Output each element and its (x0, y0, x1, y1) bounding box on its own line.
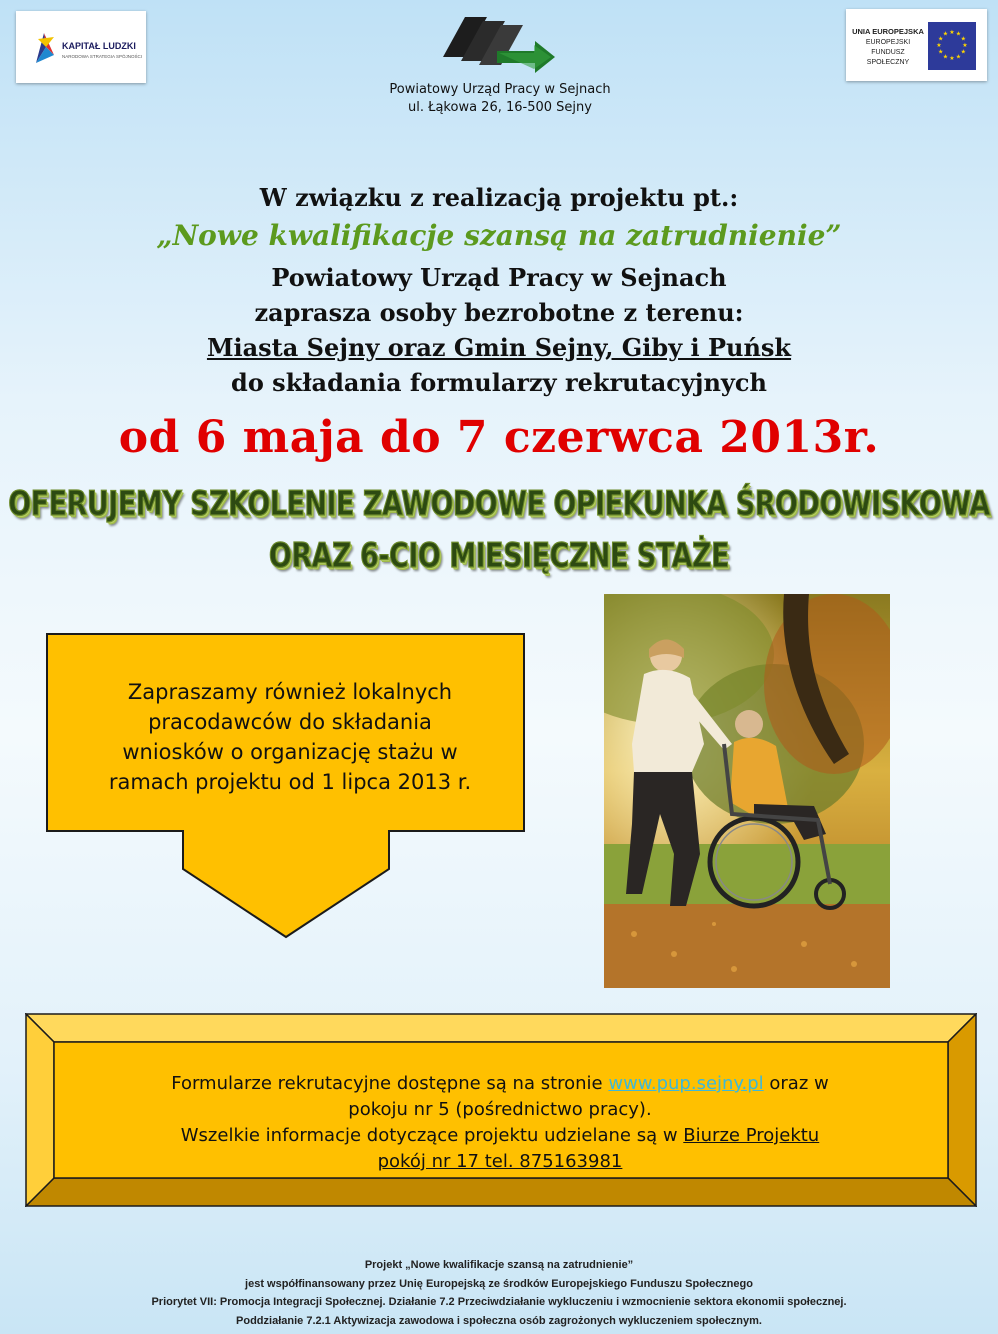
kapital-ludzki-subtitle: NARODOWA STRATEGIA SPÓJNOŚCI (62, 54, 143, 59)
info-line2: pokoju nr 5 (pośrednictwo pracy). (348, 1099, 652, 1120)
eu-logo (846, 9, 987, 81)
footer-line4: Poddziałanie 7.2.1 Aktywizacja zawodowa i społeczna osób zagrożonych wykluczeniem społecznym. (236, 1314, 762, 1327)
svg-text:★: ★ (960, 48, 966, 56)
info-line1 (75, 1071, 925, 1097)
project-office-label: Biurze Projektu (683, 1125, 820, 1146)
svg-text:★: ★ (936, 42, 942, 49)
intro-area (0, 333, 998, 362)
arrow-line1: Zapraszamy również lokalnych (127, 680, 453, 704)
svg-text:★: ★ (938, 48, 944, 56)
info-box-text (75, 1071, 925, 1175)
date-range: od 6 maja do 7 czerwca 2013r. (118, 412, 880, 463)
website-link[interactable]: www.pup.sejny.pl (608, 1073, 764, 1094)
arrow-line4: ramach projektu od 1 lipca 2013 r. (108, 770, 472, 794)
office-name: Powiatowy Urząd Pracy w Sejnach (389, 82, 611, 97)
info-line3-part1: Wszelkie informacje dotyczące projektu udzielane są w (180, 1125, 684, 1146)
svg-text:★: ★ (942, 30, 949, 38)
footer-line3: Priorytet VII: Promocja Integracji Społecznej. Działanie 7.2 Przeciwdziałanie wykluczeniu i wzmocnienie sektora ekonomii społecznej. (151, 1296, 847, 1308)
arrow-line3: wniosków o organizację stażu w (122, 740, 458, 764)
footer-line2: jest współfinansowany przez Unię Europejską ze środków Europejskiego Funduszu Społecznego (245, 1277, 753, 1290)
info-line1-part1: Formularze rekrutacyjne dostępne są na stronie (171, 1073, 609, 1094)
intro-line4: zaprasza osoby bezrobotne z terenu: (254, 298, 744, 327)
intro-area-text: Miasta Sejny oraz Gmin Sejny, Giby i Puńsk (206, 333, 792, 362)
offer-line1: OFERUJEMY SZKOLENIE ZAWODOWE OPIEKUNKA ŚRODOWISKOWA (8, 485, 990, 524)
eu-logo-line2: EUROPEJSKI (865, 39, 911, 46)
footer (0, 1256, 998, 1330)
caregiver-wheelchair-photo (604, 594, 890, 988)
info-line3 (75, 1123, 925, 1149)
svg-text:★: ★ (962, 42, 968, 49)
offer-line2: ORAZ 6-CIO MIESIĘCZNE STAŻE (268, 537, 730, 576)
project-title: „Nowe kwalifikacje szansą na zatrudnienie” (156, 219, 842, 252)
info-line1-part2: oraz w (763, 1073, 829, 1094)
intro-line1: W związku z realizacją projektu pt.: (259, 183, 739, 212)
pup-logo (435, 7, 559, 77)
eu-logo-line1: UNIA EUROPEJSKA (852, 27, 924, 36)
svg-text:★: ★ (955, 53, 962, 61)
kapital-ludzki-title: KAPITAŁ LUDZKI (62, 41, 136, 51)
office-address: ul. Łąkowa 26, 16-500 Sejny (408, 100, 592, 115)
footer-line1: Projekt „Nowe kwalifikacje szansą na zatrudnienie” (364, 1259, 634, 1271)
svg-text:★: ★ (955, 30, 962, 38)
svg-text:★: ★ (949, 55, 955, 62)
arrow-line2: pracodawców do składania (148, 710, 432, 734)
star-icon (34, 25, 56, 65)
info-line4 (75, 1149, 925, 1175)
svg-text:★: ★ (960, 35, 966, 43)
eu-flag-icon (928, 22, 976, 70)
arrow-callout-text (70, 677, 510, 797)
intro-line6: do składania formularzy rekrutacyjnych (231, 368, 767, 397)
eu-logo-line3: FUNDUSZ SPOŁECZNY (866, 49, 910, 66)
svg-text:★: ★ (938, 35, 944, 43)
intro-line3: Powiatowy Urząd Pracy w Sejnach (271, 263, 727, 292)
kapital-ludzki-logo (16, 11, 146, 83)
svg-text:★: ★ (942, 53, 949, 61)
room-phone-text: pokój nr 17 tel. 875163981 (377, 1151, 623, 1172)
svg-text:★: ★ (949, 29, 955, 36)
